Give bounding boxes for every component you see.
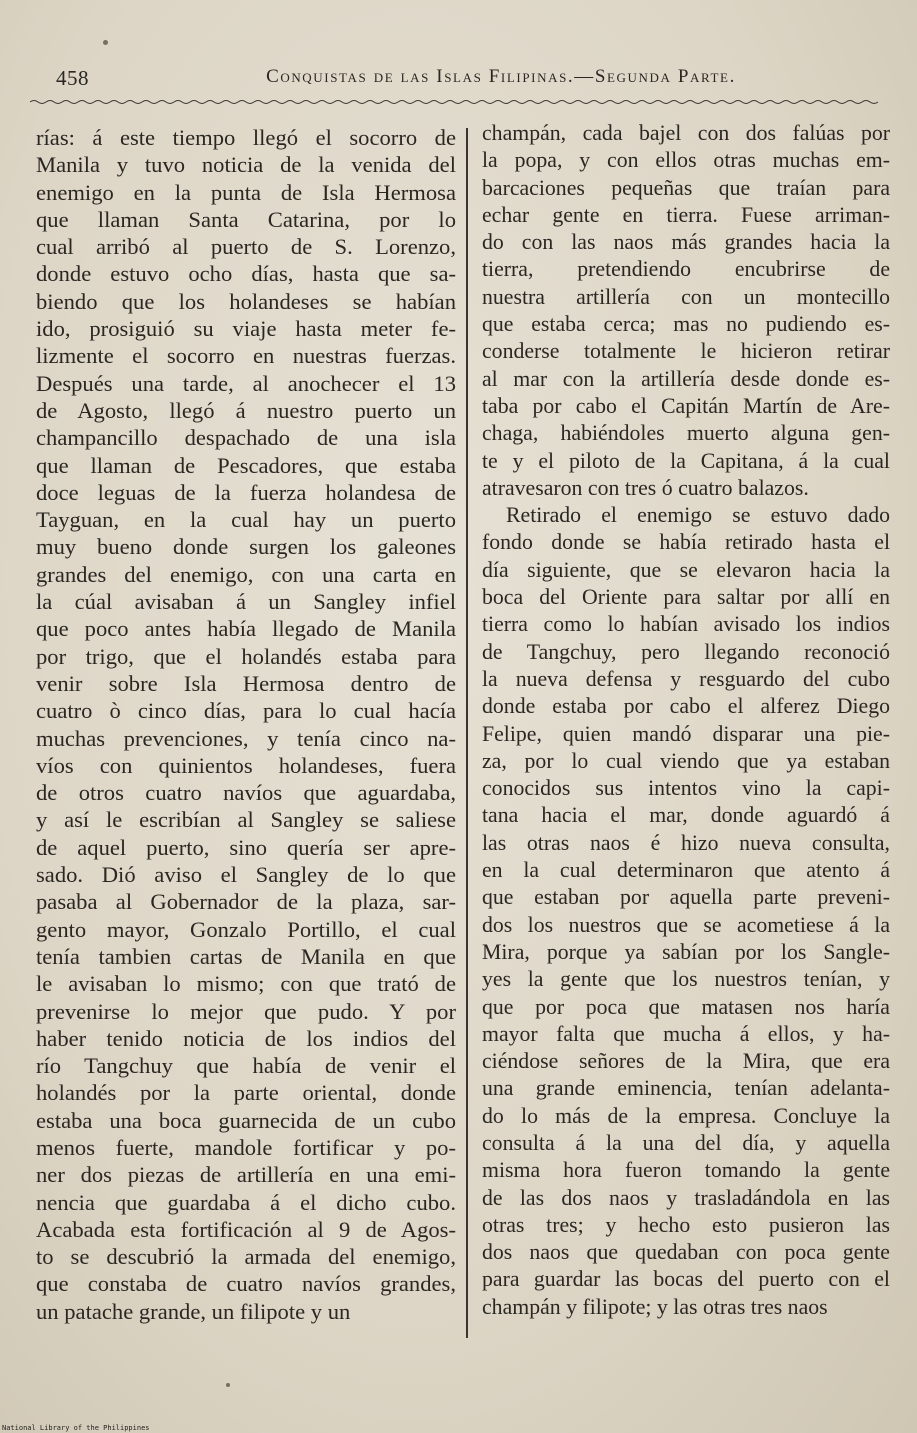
text-line: le avisaban lo mismo; con que trató de — [36, 971, 456, 997]
text-line: Mira, porque ya sabían por los Sangle- — [482, 939, 890, 964]
text-line: dos los nuestros que se acometiese á la — [482, 912, 890, 937]
text-line: do lo más de la empresa. Concluye la — [482, 1103, 890, 1128]
text-line: menos fuerte, mandole fortificar y po- — [36, 1134, 456, 1160]
text-line: to se descubrió la armada del enemigo, — [36, 1244, 456, 1270]
text-line: consulta á la una del día, y aquella — [482, 1130, 890, 1155]
text-line: tana hacia el mar, donde aguardó á — [482, 803, 890, 828]
running-title: Conquistas de las Islas Filipinas.—Segunda Parte. — [266, 66, 736, 87]
text-line: nencia que guardaba á el dicho cubo. — [36, 1189, 456, 1215]
text-line: lizmente el socorro en nuestras fuerzas. — [36, 343, 456, 369]
text-line: donde estuvo ocho días, hasta que sa- — [36, 261, 456, 287]
text-line: por trigo, que el holandés estaba para — [36, 643, 456, 669]
text-line: tierra como lo habían avisado los indios — [482, 612, 890, 637]
text-line: do con las naos más grandes hacia la — [482, 230, 890, 255]
text-line: y así le escribían al Sangley se saliese — [36, 807, 456, 833]
text-line: boca del Oriente para saltar por allí en — [482, 585, 890, 610]
text-line: las otras naos é hizo nueva consulta, — [482, 830, 890, 855]
header-wavy-rule — [30, 99, 880, 105]
text-line: la popa, y con ellos otras muchas em- — [482, 148, 890, 173]
text-line: tierra, pretendiendo encubrirse de — [482, 257, 890, 282]
text-line: muy bueno donde surgen los galeones — [36, 534, 456, 560]
library-credit: National Library of the Philippines — [2, 1424, 150, 1432]
text-line: rías: á este tiempo llegó el socorro de — [36, 125, 456, 150]
text-line: biendo que los holandeses se habían — [36, 288, 456, 314]
text-line: tenía tambien cartas de Manila en que — [36, 943, 456, 969]
ink-spot — [226, 1383, 230, 1387]
text-line: de Agosto, llegó á nuestro puerto un — [36, 397, 456, 423]
text-line: nuestra artillería con un montecillo — [482, 284, 890, 309]
text-line: cuatro ò cinco días, para lo cual hacía — [36, 698, 456, 724]
text-line: dos naos que quedaban con poca gente — [482, 1240, 890, 1265]
text-line: de otros cuatro navíos que aguardaba, — [36, 780, 456, 806]
page-header — [56, 66, 886, 98]
text-line: atravesaron con tres ó cuatro balazos. — [482, 475, 809, 500]
left-text-column — [36, 124, 456, 1325]
text-line: doce leguas de la fuerza holandesa de — [36, 479, 456, 505]
ink-spot — [103, 40, 108, 45]
column-divider — [466, 128, 468, 1338]
text-line: grandes del enemigo, con una carta en — [36, 561, 456, 587]
text-line: de aquel puerto, sino quería ser apre- — [36, 834, 456, 860]
text-line: za, por lo cual viendo que ya estaban — [482, 748, 890, 773]
text-line: la cúal avisaban á un Sangley infiel — [36, 589, 456, 615]
text-line: chaga, habiéndoles muerto alguna gen- — [482, 421, 890, 446]
text-line: que por poca que matasen nos haría — [482, 994, 890, 1019]
text-line: que constaba de cuatro navíos grandes, — [36, 1271, 456, 1297]
text-line: para guardar las bocas del puerto con el — [482, 1267, 890, 1292]
text-line: yes la gente que los nuestros tenían, y — [482, 967, 890, 992]
text-line: conocidos sus intentos vino la capi- — [482, 776, 890, 801]
text-line: venir sobre Isla Hermosa dentro de — [36, 670, 456, 696]
text-line: de las dos naos y trasladándola en las — [482, 1185, 890, 1210]
text-line: taba por cabo el Capitán Martín de Are- — [482, 393, 890, 418]
text-line: haber tenido noticia de los indios del — [36, 1025, 456, 1051]
text-line: Manila y tuvo noticia de la venida del — [36, 152, 456, 178]
text-line: pasaba al Gobernador de la plaza, sar- — [36, 889, 456, 915]
text-line: estaba una boca guarnecida de un cubo — [36, 1107, 456, 1133]
text-line: Felipe, quien mandó disparar una pie- — [482, 721, 890, 746]
text-line: Retirado el enemigo se estuvo dado — [506, 503, 890, 528]
text-line: que poco antes había llegado de Manila — [36, 616, 456, 642]
text-line: Acabada esta fortificación al 9 de Agos- — [36, 1216, 456, 1242]
text-line: sado. Dió aviso el Sangley de lo que — [36, 862, 456, 888]
text-line: fondo donde se había retirado hasta el — [482, 530, 890, 555]
text-line: champán, cada bajel con dos falúas por — [482, 121, 890, 145]
text-line: te y el piloto de la Capitana, á la cual — [482, 448, 890, 473]
text-line: Después una tarde, al anochecer el 13 — [36, 370, 456, 396]
text-line: champancillo despachado de una isla — [36, 425, 456, 451]
text-line: un patache grande, un filipote y un — [36, 1298, 351, 1324]
text-line: día siguiente, que se elevaron hacia la — [482, 557, 890, 582]
text-line: Tayguan, en la cual hay un puerto — [36, 507, 456, 533]
text-line: echar gente en tierra. Fuese arriman- — [482, 202, 890, 227]
text-line: barcaciones pequeñas que traían para — [482, 175, 890, 200]
text-line: muchas prevenciones, y tenía cinco na- — [36, 725, 456, 751]
text-line: que llaman de Pescadores, que estaba — [36, 452, 456, 478]
text-line: conderse totalmente le hicieron retirar — [482, 339, 890, 364]
text-line: gento mayor, Gonzalo Portillo, el cual — [36, 916, 456, 942]
text-line: enemigo en la punta de Isla Hermosa — [36, 179, 456, 205]
page-number: 458 — [56, 66, 89, 90]
text-line: mayor falta que mucha á ellos, y ha- — [482, 1021, 890, 1046]
text-line: río Tangchuy que había de venir el — [36, 1053, 456, 1079]
text-line: que llaman Santa Catarina, por lo — [36, 206, 456, 232]
text-line: en la cual determinaron que atento á — [482, 858, 890, 883]
text-line: cual arribó al puerto de S. Lorenzo, — [36, 234, 456, 260]
text-line: la nueva defensa y resguardo del cubo — [482, 666, 890, 691]
text-line: champán y filipote; y las otras tres naos — [482, 1294, 828, 1319]
text-line: una grande eminencia, tenían adelanta- — [482, 1076, 890, 1101]
text-line: ner dos piezas de artillería en una emi- — [36, 1162, 456, 1188]
text-line: otras tres; y hecho esto pusieron las — [482, 1212, 890, 1237]
text-line: que estaban por aquella parte preveni- — [482, 885, 890, 910]
text-line: holandés por la parte oriental, donde — [36, 1080, 456, 1106]
right-text-column — [482, 120, 890, 1321]
text-line: ido, prosiguió su viaje hasta meter fe- — [36, 316, 456, 342]
text-line: donde estaba por cabo el alferez Diego — [482, 694, 890, 719]
text-line: víos con quinientos holandeses, fuera — [36, 752, 456, 778]
text-line: que estaba cerca; mas no pudiendo es- — [482, 312, 890, 337]
text-line: ciéndose señores de la Mira, que era — [482, 1049, 890, 1074]
text-line: misma hora fueron tomando la gente — [482, 1158, 890, 1183]
text-line: de Tangchuy, pero llegando reconoció — [482, 639, 890, 664]
text-line: prevenirse lo mejor que pudo. Y por — [36, 998, 456, 1024]
text-line: al mar con la artillería desde donde es- — [482, 366, 890, 391]
